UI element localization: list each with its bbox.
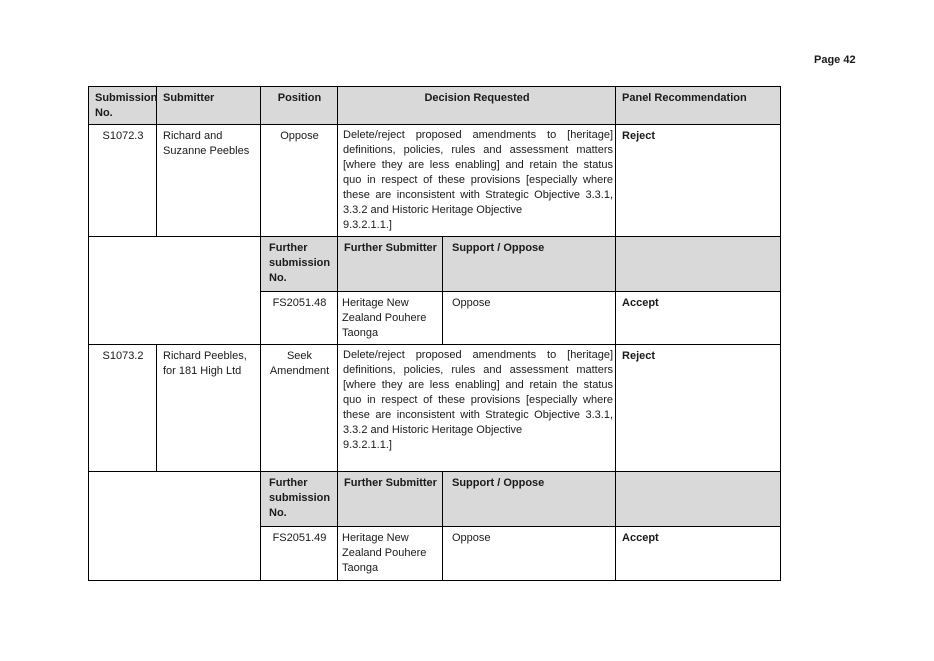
cell-blank-spacer [89, 472, 261, 581]
cell-further-submission-no: FS2051.49 [261, 527, 338, 581]
cell-decision-requested [338, 125, 616, 237]
decision-requested-text: Delete/reject proposed amendments to [heritage] definitions, policies, rules and assessment matters [where they are less enabling] and retain the status quo in respect of these provisions [especially where these are inconsistent with Strategic Objective 3.3.1, 3.3.2 and Historic Heritage Objective [343, 129, 614, 216]
header-submission-no: Submission No. [89, 87, 157, 125]
table-row-submission-s1072-3 [89, 125, 781, 237]
cell-submission-no: S1072.3 [89, 125, 157, 237]
subheader-further-submitter: Further Submitter [338, 237, 443, 292]
cell-fs-panel-recommendation: Accept [616, 527, 781, 581]
cell-submitter: Richard Peebles, for 181 High Ltd [157, 345, 261, 472]
cell-panel-recommendation: Reject [616, 125, 781, 237]
cell-support-oppose: Oppose [443, 527, 616, 581]
header-decision-requested: Decision Requested [338, 87, 616, 125]
subheader-panel-blank [616, 237, 781, 292]
cell-further-submission-no: FS2051.48 [261, 292, 338, 345]
cell-further-submitter: Heritage New Zealand Pouhere Taonga [338, 292, 443, 345]
decision-requested-text: Delete/reject proposed amendments to [heritage] definitions, policies, rules and assessment matters [where they are less enabling] and retain the status quo in respect of these provisions [especially where these are inconsistent with Strategic Objective 3.3.1, 3.3.2 and Historic Heritage Objective [343, 349, 614, 436]
page-number: Page 42 [814, 54, 856, 66]
cell-panel-recommendation: Reject [616, 345, 781, 472]
subheader-panel-blank [616, 472, 781, 527]
subheader-further-submitter: Further Submitter [338, 472, 443, 527]
subheader-support-oppose: Support / Oppose [443, 237, 616, 292]
cell-decision-requested [338, 345, 616, 472]
subheader-further-submission-no: Further submission No. [261, 472, 338, 527]
cell-position: Oppose [261, 125, 338, 237]
header-position: Position [261, 87, 338, 125]
header-panel-recommendation: Panel Recommendation [616, 87, 781, 125]
cell-blank-spacer [89, 237, 261, 345]
decision-requested-ref: 9.3.2.1.1.] [343, 219, 392, 231]
cell-support-oppose: Oppose [443, 292, 616, 345]
submissions-table [88, 86, 781, 581]
cell-submission-no: S1073.2 [89, 345, 157, 472]
further-submission-header-row [89, 472, 781, 527]
cell-position: Seek Amendment [261, 345, 338, 472]
subheader-further-submission-no: Further submission No. [261, 237, 338, 292]
header-submitter: Submitter [157, 87, 261, 125]
table-header-row [89, 87, 781, 125]
cell-submitter: Richard and Suzanne Peebles [157, 125, 261, 237]
cell-further-submitter: Heritage New Zealand Pouhere Taonga [338, 527, 443, 581]
further-submission-header-row [89, 237, 781, 292]
decision-requested-ref: 9.3.2.1.1.] [343, 439, 392, 451]
table-row-submission-s1073-2 [89, 345, 781, 472]
cell-fs-panel-recommendation: Accept [616, 292, 781, 345]
subheader-support-oppose: Support / Oppose [443, 472, 616, 527]
